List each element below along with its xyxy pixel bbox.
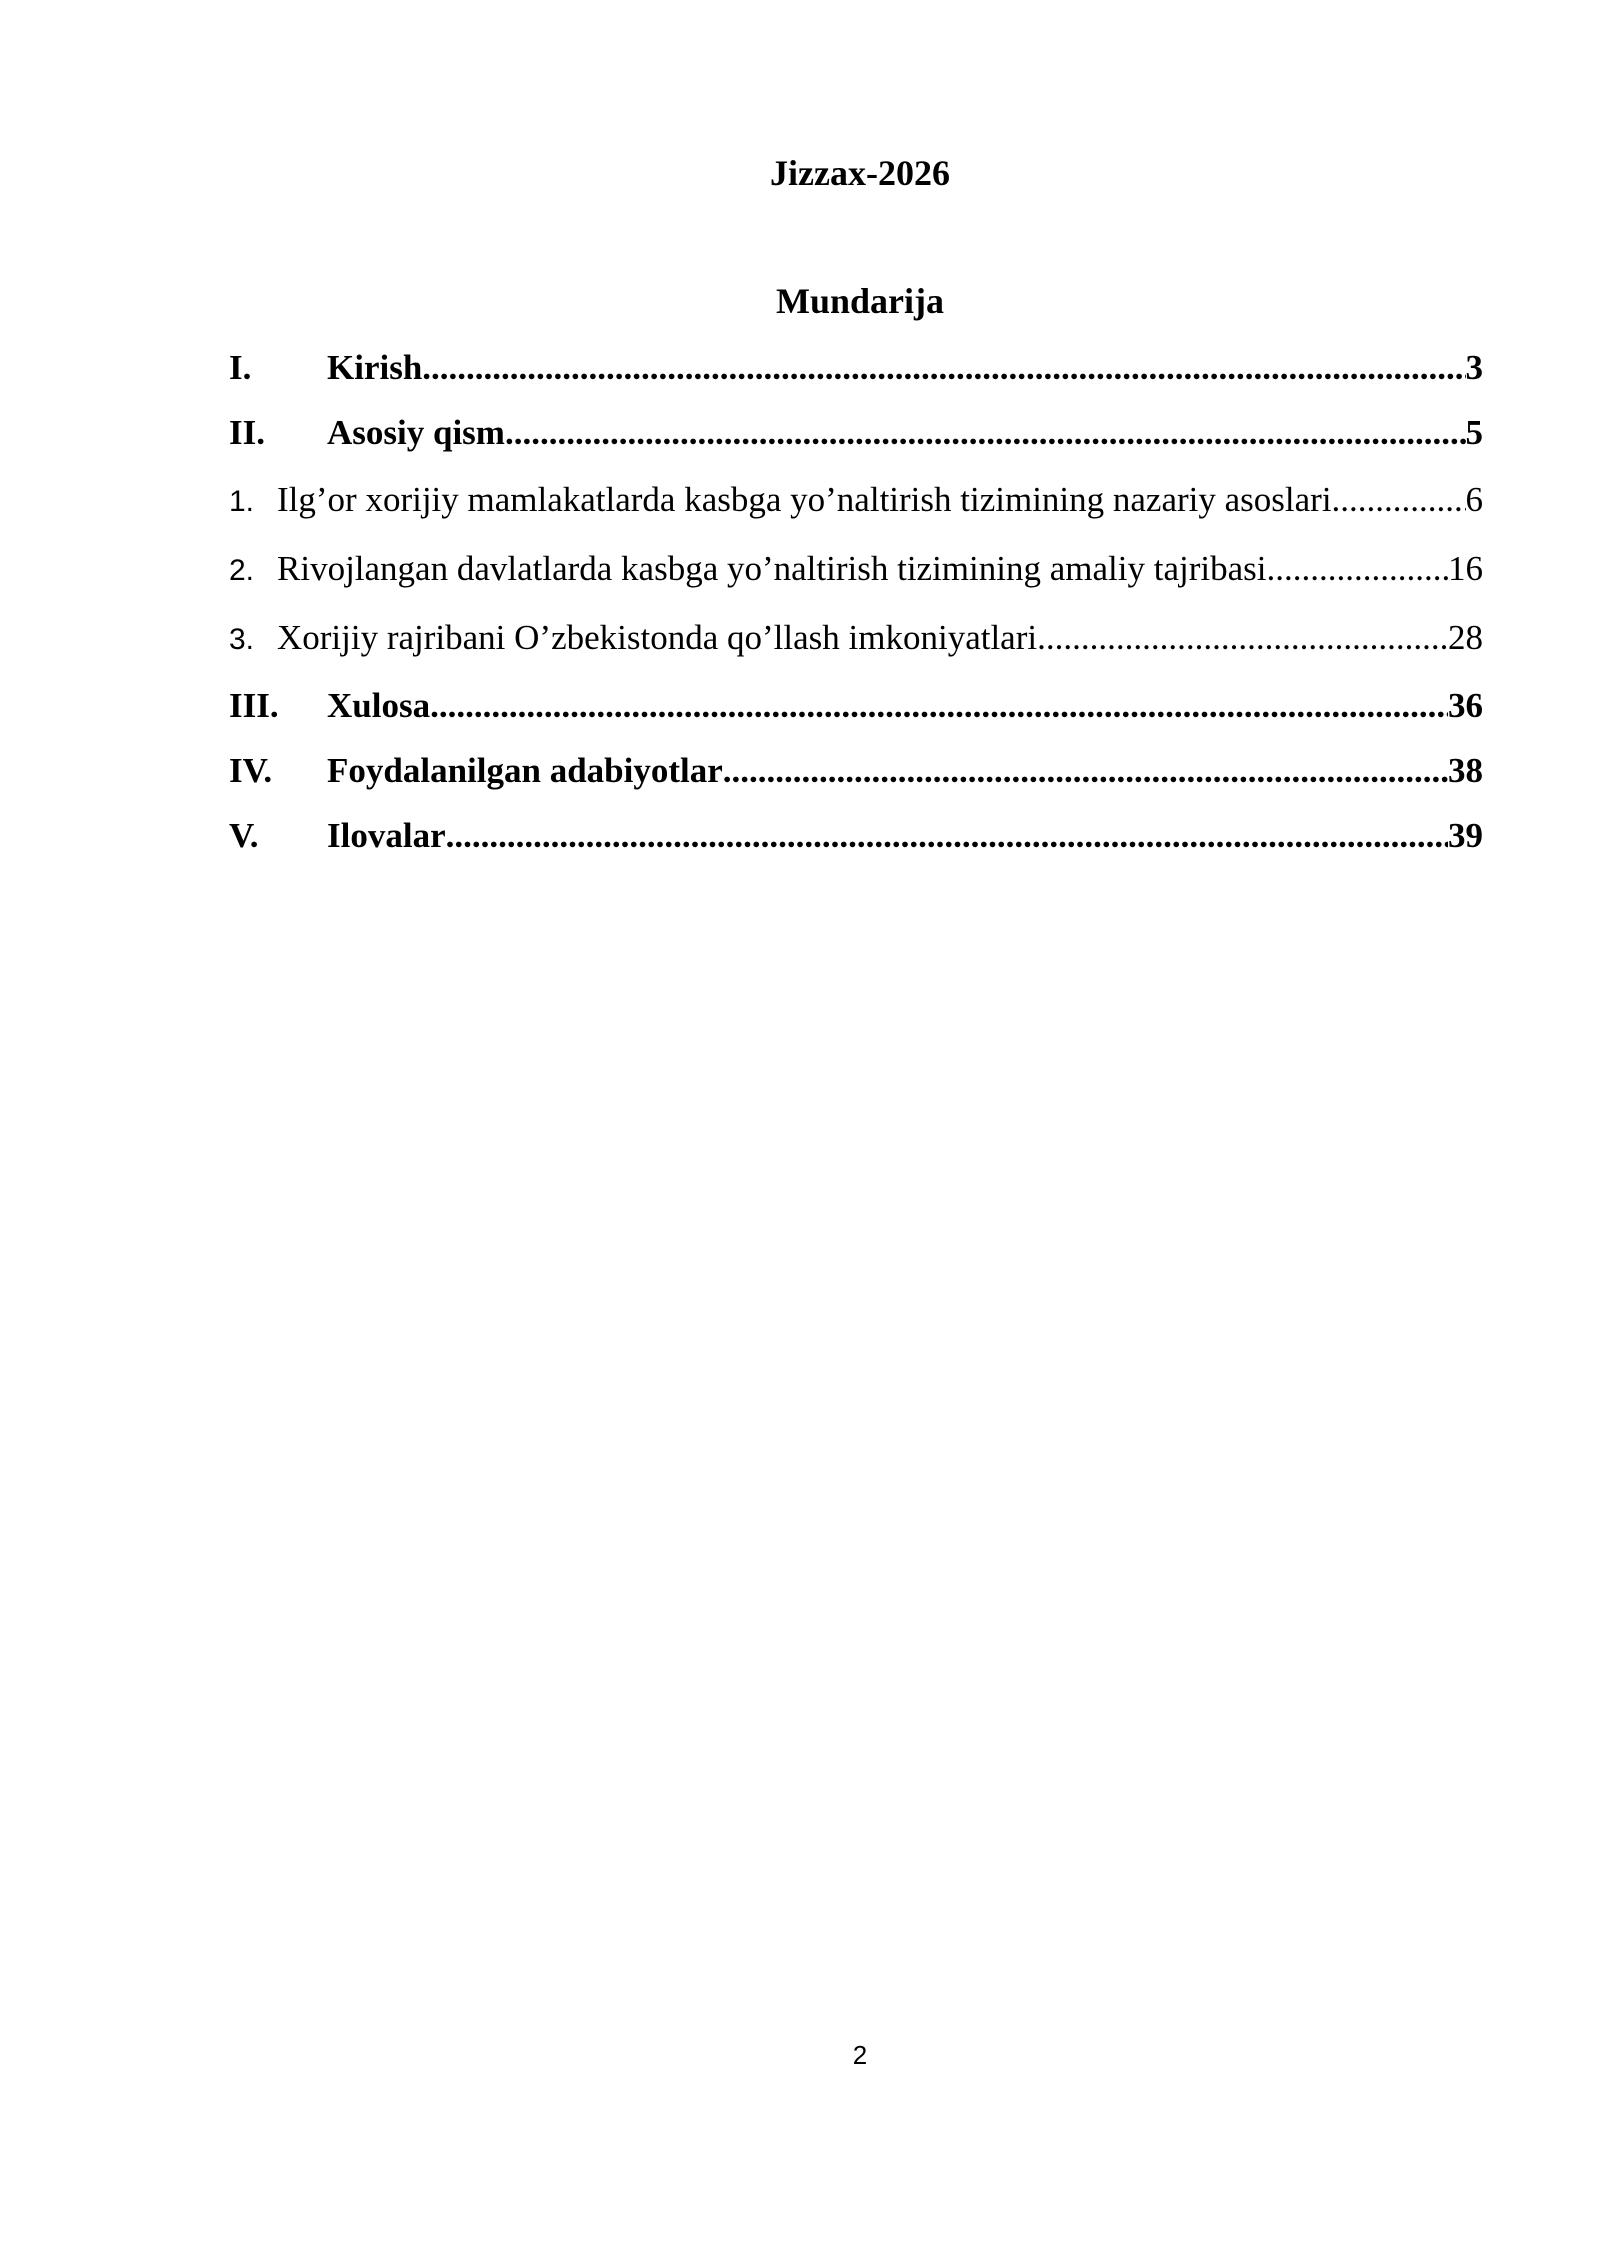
toc-dot-leader bbox=[505, 413, 1466, 453]
toc-entry-section-1[interactable] bbox=[229, 480, 1483, 524]
toc-entry-page: 16 bbox=[1448, 549, 1483, 588]
toc-entry-page: 28 bbox=[1448, 618, 1483, 657]
toc-entry-ilovalar[interactable] bbox=[229, 816, 1483, 860]
toc-entry-number: 1. bbox=[229, 485, 255, 518]
toc-entry-section-3[interactable] bbox=[229, 618, 1483, 662]
toc-entry-number: 3. bbox=[229, 623, 255, 656]
toc-entry-kirish[interactable] bbox=[229, 348, 1483, 392]
city-year-heading: Jizzax-2026 bbox=[770, 153, 950, 193]
toc-dot-leader bbox=[422, 348, 1465, 388]
toc-dot-leader bbox=[1037, 618, 1448, 658]
toc-entry-number: II. bbox=[229, 413, 265, 452]
toc-entry-label: Kirish bbox=[327, 348, 423, 387]
toc-dot-leader bbox=[723, 751, 1448, 791]
toc-title: Mundarija bbox=[775, 281, 944, 321]
toc-entry-number: III. bbox=[229, 686, 279, 725]
toc-entry-number: 2. bbox=[229, 554, 255, 587]
toc-entry-label: Xulosa bbox=[327, 686, 431, 725]
toc-entry-page: 6 bbox=[1465, 480, 1483, 519]
toc-entry-section-2[interactable] bbox=[229, 549, 1483, 593]
toc-dot-leader bbox=[430, 686, 1448, 726]
toc-entry-xulosa[interactable] bbox=[229, 686, 1483, 730]
toc-entry-page: 39 bbox=[1448, 816, 1483, 855]
toc-entry-page: 5 bbox=[1465, 413, 1483, 452]
toc-entry-label: Ilovalar bbox=[327, 816, 446, 855]
toc-entry-number: IV. bbox=[229, 751, 273, 790]
toc-dot-leader bbox=[1332, 480, 1466, 520]
toc-entry-asosiy-qism[interactable] bbox=[229, 413, 1483, 457]
toc-entry-label: Foydalanilgan adabiyotlar bbox=[327, 751, 723, 790]
toc-entry-label: Ilg’or xorijiy mamlakatlarda kasbga yo’naltirish tizimining nazariy asoslari bbox=[277, 480, 1332, 519]
toc-entry-label: Rivojlangan davlatlarda kasbga yo’naltirish tizimining amaliy tajribasi bbox=[277, 549, 1267, 588]
toc-dot-leader bbox=[446, 816, 1448, 856]
toc-entry-number: I. bbox=[229, 348, 252, 387]
toc-entry-page: 3 bbox=[1465, 348, 1483, 387]
page-number: 2 bbox=[852, 2040, 868, 2070]
toc-entry-number: V. bbox=[229, 816, 259, 855]
toc-entry-label: Xorijiy rajribani O’zbekistonda qo’llash imkoniyatlari bbox=[277, 618, 1038, 657]
toc-entry-adabiyotlar[interactable] bbox=[229, 751, 1483, 795]
toc-dot-leader bbox=[1266, 549, 1448, 589]
toc-entry-page: 36 bbox=[1448, 686, 1483, 725]
toc-entry-label: Asosiy qism bbox=[327, 413, 505, 452]
toc-entry-page: 38 bbox=[1448, 751, 1483, 790]
